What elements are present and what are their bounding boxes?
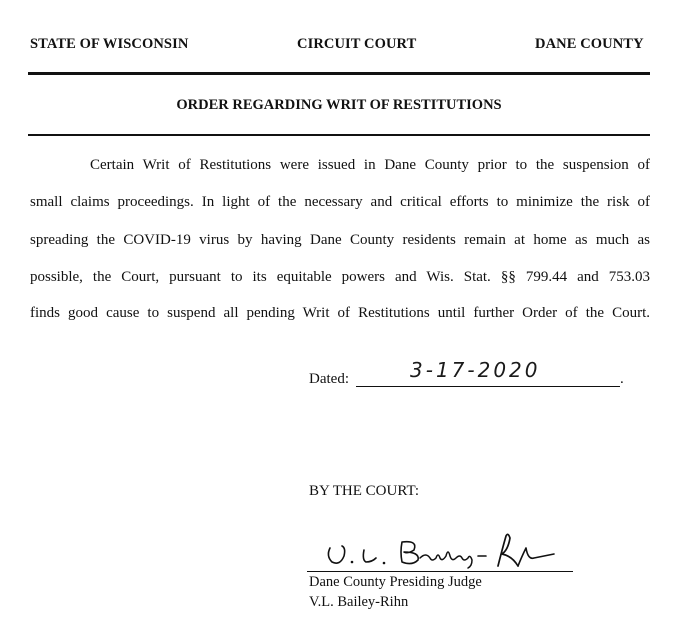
signature-line [307,571,573,572]
body-line-5: finds good cause to suspend all pending Writ of Restitutions until further Order of the Court. [30,305,650,321]
by-the-court-label: BY THE COURT: [309,483,420,499]
header-county: DANE COUNTY [535,36,644,52]
body-line-2: small claims proceedings. In light of the necessary and critical efforts to minimize the risk of [30,194,650,210]
header-state: STATE OF WISCONSIN [30,36,189,52]
header-court: CIRCUIT COURT [297,36,417,52]
judge-title: Dane County Presiding Judge [309,574,482,590]
dated-handwritten-value: 3-17-2020 [410,358,541,382]
body-line-4: possible, the Court, pursuant to its equitable powers and Wis. Stat. §§ 799.44 and 753.03 [30,269,650,285]
dated-underline [356,386,620,387]
top-divider [28,72,650,75]
body-line-3: spreading the COVID-19 virus by having Dane County residents remain at home as much as [30,232,650,248]
order-title: ORDER REGARDING WRIT OF RESTITUTIONS [176,97,502,113]
handwritten-signature [322,526,572,572]
dated-period: . [620,371,624,387]
body-line-1: Certain Writ of Restitutions were issued in Dane County prior to the suspension of [90,157,650,173]
dated-label: Dated: [309,371,349,387]
title-divider [28,134,650,136]
judge-name: V.L. Bailey-Rihn [309,594,409,610]
